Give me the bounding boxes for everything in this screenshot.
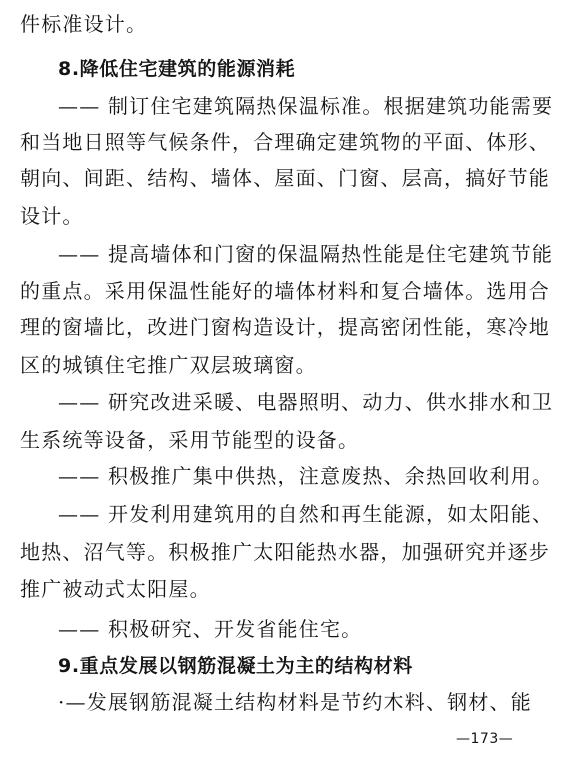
page-number: —173— xyxy=(456,731,514,747)
section-heading-9: 9.重点发展以钢筋混凝土为主的结构材料 xyxy=(58,655,413,677)
text-line: 理的窗墙比，改进门窗构造设计，提高密闭性能，寒冷地 xyxy=(20,315,550,339)
text-line: —— 积极推广集中供热，注意废热、余热回收利用。 xyxy=(58,464,554,488)
text-line: 朝向、间距、结构、墙体、屋面、门窗、层高，搞好节能 xyxy=(20,166,550,190)
text-line: —— 积极研究、开发省能住宅。 xyxy=(58,617,363,641)
text-line: —— 开发利用建筑用的自然和再生能源，如太阳能、 xyxy=(58,502,554,526)
text-line: —— 提高墙体和门窗的保温隔热性能是住宅建筑节能 xyxy=(58,242,554,266)
text-line: 和当地日照等气候条件，合理确定建筑物的平面、体形、 xyxy=(20,130,550,154)
text-line: 推广被动式太阳屋。 xyxy=(20,577,211,601)
text-line-continuation: 件标准设计。 xyxy=(20,12,148,36)
text-line: 的重点。采用保温性能好的墙体材料和复合墙体。选用合 xyxy=(20,279,550,303)
text-line: —— 制订住宅建筑隔热保温标准。根据建筑功能需要 xyxy=(58,94,554,118)
text-line: 区的城镇住宅推广双层玻璃窗。 xyxy=(20,353,317,377)
section-heading-8: 8.降低住宅建筑的能源消耗 xyxy=(58,58,296,80)
text-line: 设计。 xyxy=(20,204,84,228)
text-line: 生系统等设备，采用节能型的设备。 xyxy=(20,428,360,452)
text-line: 地热、沼气等。积极推广太阳能热水器，加强研究并逐步 xyxy=(20,540,550,564)
text-line: —— 研究改进采暖、电器照明、动力、供水排水和卫 xyxy=(58,390,554,414)
text-line: ·—发展钢筋混凝土结构材料是节约木料、钢材、能 xyxy=(58,690,532,714)
